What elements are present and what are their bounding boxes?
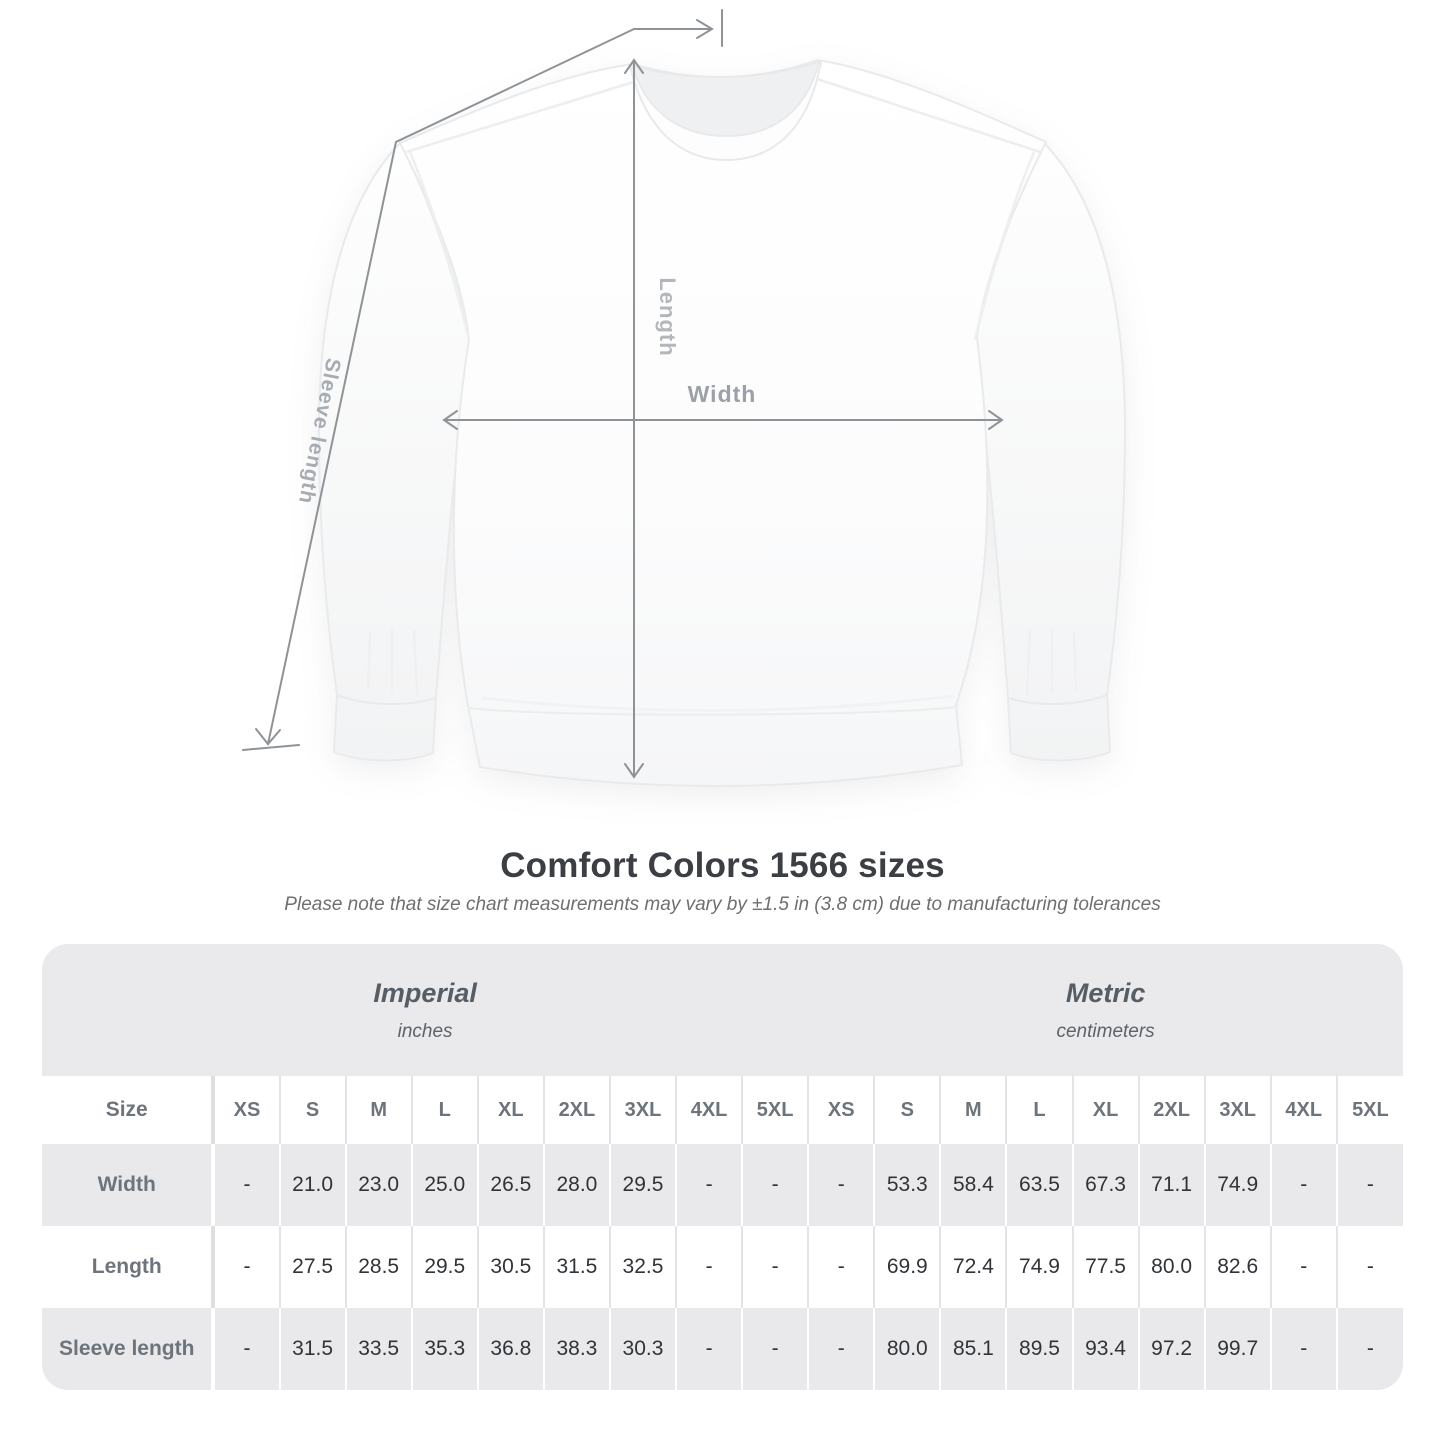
row-label: Sleeve length xyxy=(42,1308,213,1390)
table-cell: 53.3 xyxy=(874,1144,940,1226)
size-header-imperial: XS xyxy=(213,1076,279,1144)
table-cell: 26.5 xyxy=(478,1144,544,1226)
size-column-header: Size xyxy=(42,1076,213,1144)
size-header-metric: S xyxy=(874,1076,940,1144)
table-cell: 31.5 xyxy=(280,1308,346,1390)
unit-header-row xyxy=(42,944,1403,1076)
size-header-imperial: 2XL xyxy=(544,1076,610,1144)
size-chart xyxy=(42,944,1403,1390)
size-header-imperial: 3XL xyxy=(610,1076,676,1144)
row-label: Width xyxy=(42,1144,213,1226)
table-cell: 30.3 xyxy=(610,1308,676,1390)
table-cell: 30.5 xyxy=(478,1226,544,1308)
sweatshirt-illustration xyxy=(319,60,1125,786)
table-cell: 28.5 xyxy=(346,1226,412,1308)
length-label: Length xyxy=(655,277,680,357)
size-header-imperial: 5XL xyxy=(742,1076,808,1144)
table-cell: - xyxy=(676,1144,742,1226)
size-header-imperial: S xyxy=(280,1076,346,1144)
table-cell: - xyxy=(213,1226,279,1308)
unit-header-metric xyxy=(808,944,1403,1076)
imperial-sublabel: inches xyxy=(397,1020,453,1042)
size-header-metric: XL xyxy=(1073,1076,1139,1144)
table-cell: 36.8 xyxy=(478,1308,544,1390)
table-cell: - xyxy=(742,1144,808,1226)
size-header-imperial: M xyxy=(346,1076,412,1144)
size-header-metric: L xyxy=(1006,1076,1072,1144)
table-cell: 97.2 xyxy=(1139,1308,1205,1390)
table-cell: 69.9 xyxy=(874,1226,940,1308)
table-cell: 21.0 xyxy=(280,1144,346,1226)
table-cell: 77.5 xyxy=(1073,1226,1139,1308)
size-header-metric: 2XL xyxy=(1139,1076,1205,1144)
table-cell: 38.3 xyxy=(544,1308,610,1390)
size-header-metric: XS xyxy=(808,1076,874,1144)
table-cell: 85.1 xyxy=(940,1308,1006,1390)
table-cell: - xyxy=(808,1308,874,1390)
table-cell: 93.4 xyxy=(1073,1308,1139,1390)
size-header-imperial: XL xyxy=(478,1076,544,1144)
imperial-label: Imperial xyxy=(373,977,477,1008)
table-cell: 27.5 xyxy=(280,1226,346,1308)
table-cell: - xyxy=(1271,1144,1337,1226)
size-header-metric: 3XL xyxy=(1205,1076,1271,1144)
table-cell: - xyxy=(676,1226,742,1308)
table-cell: 33.5 xyxy=(346,1308,412,1390)
table-cell: 99.7 xyxy=(1205,1308,1271,1390)
unit-header-imperial xyxy=(42,944,808,1076)
table-cell: - xyxy=(1271,1308,1337,1390)
sleeve-length-label: Sleeve length xyxy=(293,356,345,507)
table-cell: - xyxy=(213,1144,279,1226)
size-header-imperial: L xyxy=(412,1076,478,1144)
size-chart-table xyxy=(42,944,1403,1390)
table-row xyxy=(42,1144,1403,1226)
table-cell: - xyxy=(213,1308,279,1390)
metric-label: Metric xyxy=(1065,977,1146,1008)
size-chart-body xyxy=(42,944,1403,1390)
table-row xyxy=(42,1226,1403,1308)
table-cell: - xyxy=(742,1308,808,1390)
table-cell: 32.5 xyxy=(610,1226,676,1308)
tolerance-note: Please note that size chart measurements may vary by ±1.5 in (3.8 cm) due to manufacturing tolerances xyxy=(284,894,1161,915)
table-cell: - xyxy=(1271,1226,1337,1308)
table-cell: 71.1 xyxy=(1139,1144,1205,1226)
row-label: Length xyxy=(42,1226,213,1308)
table-cell: - xyxy=(808,1226,874,1308)
table-cell: - xyxy=(742,1226,808,1308)
table-cell: 82.6 xyxy=(1205,1226,1271,1308)
metric-sublabel: centimeters xyxy=(1056,1020,1155,1042)
table-cell: 28.0 xyxy=(544,1144,610,1226)
table-cell: 29.5 xyxy=(412,1226,478,1308)
table-cell: 23.0 xyxy=(346,1144,412,1226)
table-cell: 72.4 xyxy=(940,1226,1006,1308)
table-cell: 74.9 xyxy=(1205,1144,1271,1226)
table-cell: 29.5 xyxy=(610,1144,676,1226)
table-cell: 89.5 xyxy=(1006,1308,1072,1390)
table-cell: 58.4 xyxy=(940,1144,1006,1226)
table-cell: 80.0 xyxy=(1139,1226,1205,1308)
page-title: Comfort Colors 1566 sizes xyxy=(500,846,945,885)
table-cell: 25.0 xyxy=(412,1144,478,1226)
size-header-metric: M xyxy=(940,1076,1006,1144)
table-cell: 74.9 xyxy=(1006,1226,1072,1308)
table-cell: - xyxy=(676,1308,742,1390)
table-cell: 67.3 xyxy=(1073,1144,1139,1226)
table-cell: 80.0 xyxy=(874,1308,940,1390)
size-header-metric: 5XL xyxy=(1337,1076,1403,1144)
size-header-row xyxy=(42,1076,1403,1144)
size-header-metric: 4XL xyxy=(1271,1076,1337,1144)
sleeve-measure-bottom-tick xyxy=(243,745,299,750)
width-label: Width xyxy=(687,381,757,407)
size-header-imperial: 4XL xyxy=(676,1076,742,1144)
table-cell: - xyxy=(1337,1308,1403,1390)
body-panel xyxy=(400,60,1046,786)
table-cell: 35.3 xyxy=(412,1308,478,1390)
table-cell: - xyxy=(1337,1226,1403,1308)
table-cell: - xyxy=(808,1144,874,1226)
table-cell: - xyxy=(1337,1144,1403,1226)
table-row xyxy=(42,1308,1403,1390)
table-cell: 31.5 xyxy=(544,1226,610,1308)
table-cell: 63.5 xyxy=(1006,1144,1072,1226)
